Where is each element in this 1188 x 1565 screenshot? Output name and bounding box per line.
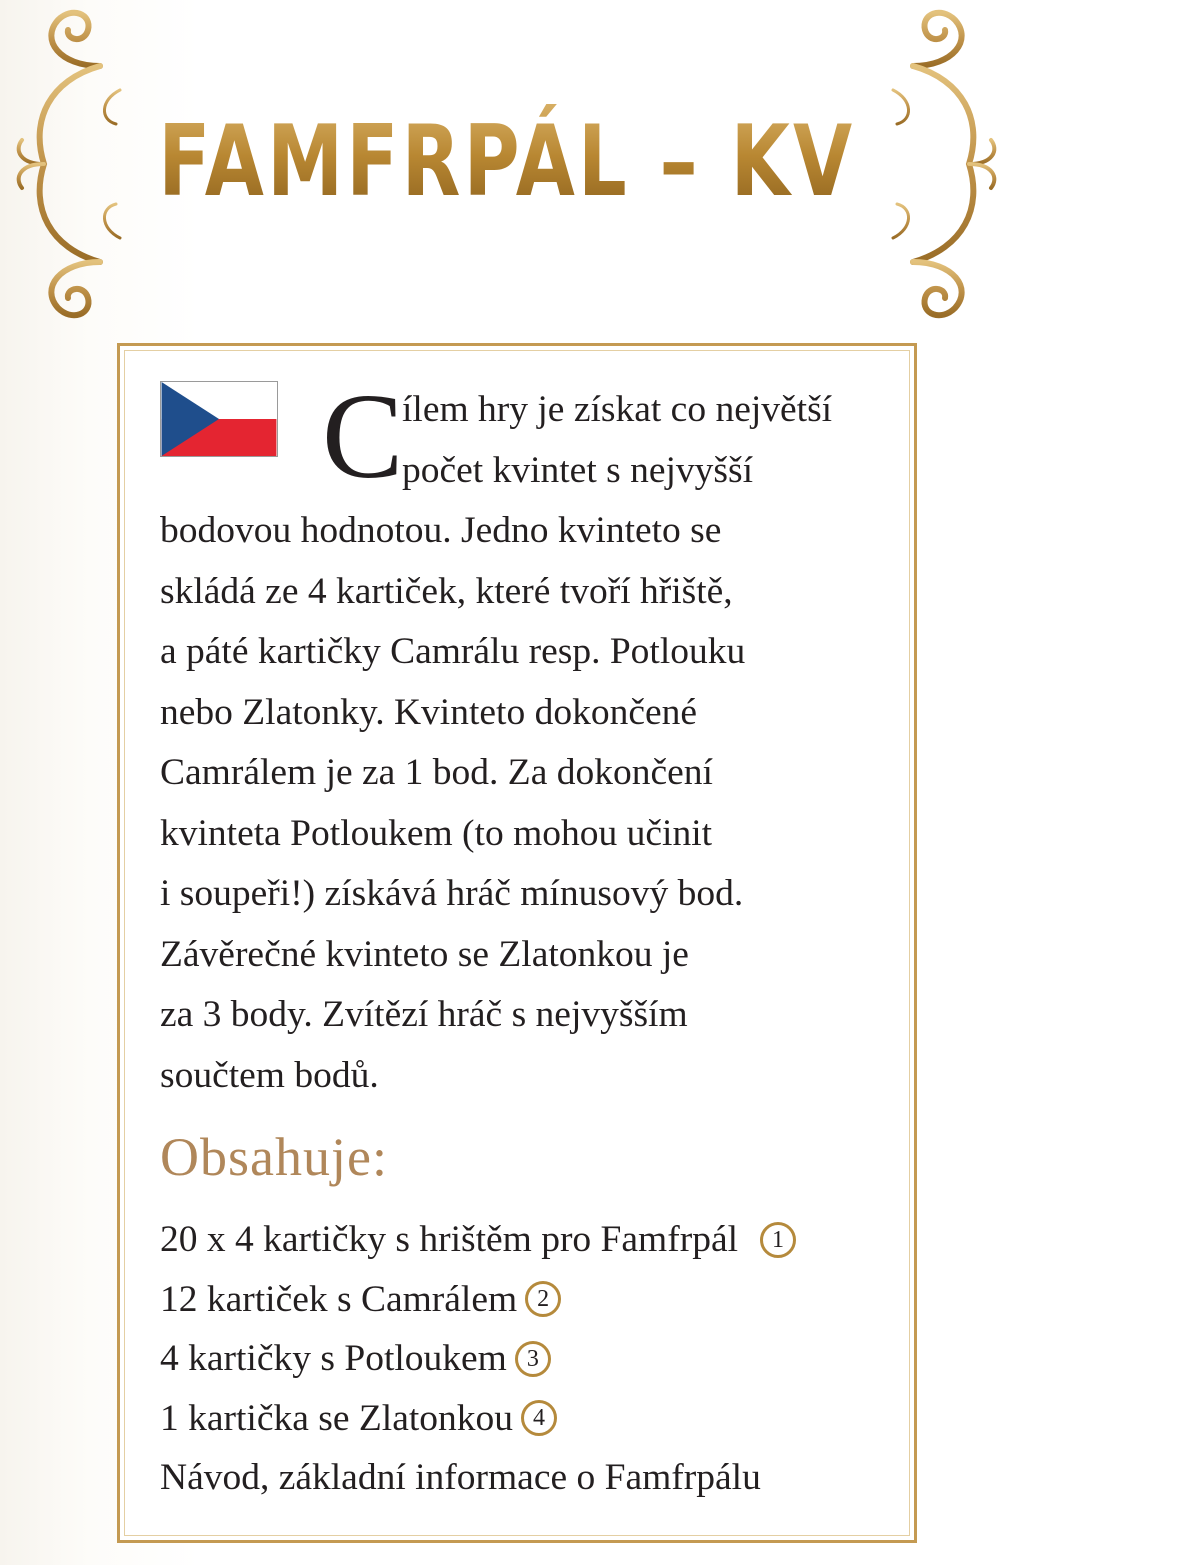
item-number-badge: 3: [515, 1341, 551, 1377]
title-banner: [0, 0, 1188, 330]
contents-list: [160, 1210, 900, 1508]
list-item: [160, 1448, 900, 1508]
intro-line: ílem hry je získat co největší: [402, 389, 833, 430]
list-item: [160, 1389, 900, 1449]
page-title: FAMFRPÁL – KVINTETO: [158, 102, 855, 222]
intro-line: i soupeři!) získává hráč mínusový bod.: [160, 873, 744, 914]
list-item: [160, 1329, 900, 1389]
list-item-text: Návod, základní informace o Famfrpálu: [160, 1457, 761, 1498]
list-item: [160, 1270, 900, 1330]
intro-line: bodovou hodnotou. Jedno kvinteto se: [160, 510, 722, 551]
contents-heading: Obsahuje:: [160, 1127, 388, 1187]
item-number-badge: 2: [525, 1281, 561, 1317]
intro-line: nebo Zlatonky. Kvinteto dokončené: [160, 691, 698, 733]
intro-line: za 3 body. Zvítězí hráč s nejvyšším: [160, 994, 688, 1035]
list-item: [160, 1210, 900, 1270]
list-item-text: 12 kartiček s Camrálem: [160, 1278, 518, 1320]
intro-line: skládá ze 4 kartiček, které tvoří hřiště,: [160, 570, 733, 612]
list-item-text: 20 x 4 kartičky s hrištěm pro Famfrpál: [160, 1219, 739, 1260]
item-number-badge: 4: [521, 1400, 557, 1436]
intro-line: počet kvintet s nejvyšší: [402, 449, 753, 491]
intro-line: a páté kartičky Camrálu resp. Potlouku: [160, 631, 746, 672]
intro-line: součtem bodů.: [160, 1054, 379, 1096]
intro-line: Camrálem je za 1 bod. Za dokončení: [160, 752, 713, 793]
item-number-badge: 1: [760, 1222, 796, 1258]
list-item-text: 1 kartička se Zlatonkou: [160, 1397, 514, 1439]
intro-paragraph: [160, 380, 895, 1106]
drop-cap: C: [322, 369, 404, 504]
list-item-text: 4 kartičky s Potloukem: [160, 1338, 507, 1379]
intro-line: Závěrečné kvinteto se Zlatonkou je: [160, 933, 689, 975]
intro-line: kvinteta Potloukem (to mohou učinit: [160, 812, 713, 854]
